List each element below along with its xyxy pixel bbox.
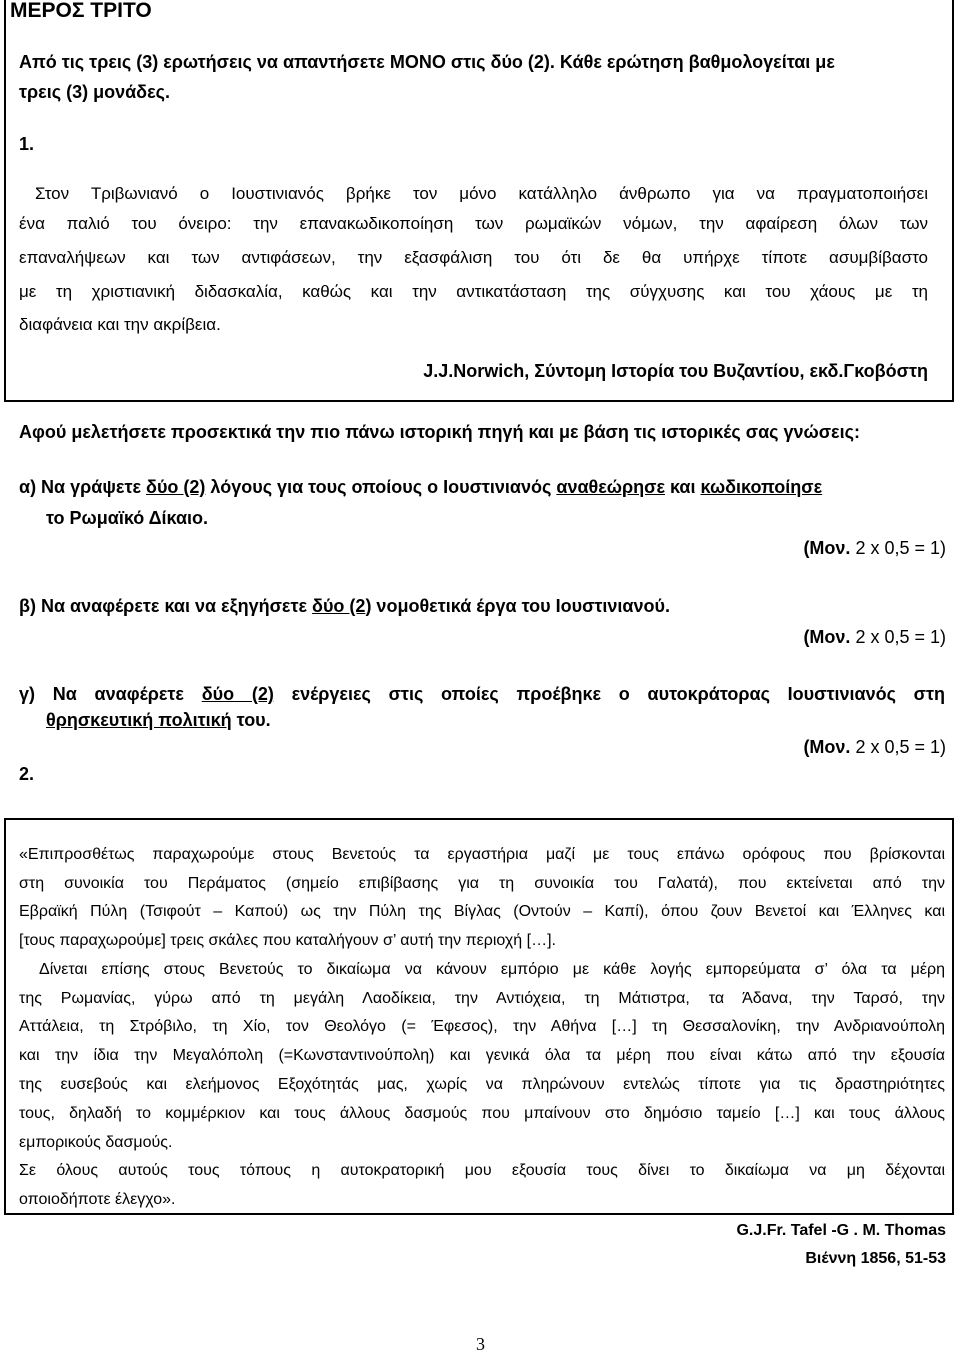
marks-value: 2 x 0,5 = 1) <box>850 737 946 757</box>
text: γ) Να αναφέρετε <box>19 684 202 704</box>
subquestion-a-line-2: το Ρωμαϊκό Δίκαιο. <box>46 508 209 528</box>
question-2-number: 2. <box>19 764 35 784</box>
subquestion-b-marks <box>803 627 946 648</box>
source-citation-authors: G.J.Fr. Tafel -G . M. Thomas <box>736 1222 946 1239</box>
source-line: και την ίδια την Μεγαλόπολη (=Κωνσταντινούπολη) και γενικά όλα τα μέρη που είναι κάτω από την εξουσία <box>19 1047 945 1064</box>
source-line: [τους παραχωρούμε] τρεις σκάλες που καταλήγουν σ’ αυτή την περιοχή […]. <box>19 932 556 949</box>
subquestion-a-marks <box>803 538 946 559</box>
source-line: διαφάνεια και την ακρίβεια. <box>19 315 221 334</box>
marks-label: (Μον. <box>803 538 851 558</box>
source-line: «Επιπροσθέτως παραχωρούμε στους Βενετούς τα εργαστήρια μαζί με τους επάνω ορόφους που βρίσκονται <box>19 846 945 863</box>
marks-value: 2 x 0,5 = 1) <box>850 627 946 647</box>
underlined-text: δύο (2) <box>201 684 274 704</box>
source-line: Στον Τριβωνιανό ο Ιουστινιανός βρήκε τον μόνο κατάλληλο άνθρωπο για να πραγματοποιήσει <box>35 184 928 203</box>
underlined-text: αναθεώρησε <box>556 477 665 497</box>
subquestion-b <box>19 596 670 617</box>
source-line: εμπορικούς δασμούς. <box>19 1134 173 1151</box>
marks-value: 2 x 0,5 = 1) <box>850 538 946 558</box>
source-line: Δίνεται επίσης στους Βενετούς το δικαίωμα να κάνουν εμπόριο με κάθε λογής εμπορεύματα σ’ όλα τα μέρη <box>39 961 945 978</box>
source-line: στη συνοικία του Περάματος (σημείο επιβίβασης για τη συνοικία του Γαλατά), που εκτείνεται από την <box>19 875 945 892</box>
section-title: ΜΕΡΟΣ ΤΡΙΤΟ <box>10 0 152 22</box>
source-line: Σε όλους αυτούς τους τόπους η αυτοκρατορική μου εξουσία τους δίνει το δικαίωμα να μη δέχονται <box>19 1162 945 1179</box>
instructions-line-2: τρεις (3) μονάδες. <box>19 82 170 102</box>
subquestion-a <box>19 477 822 498</box>
subquestion-c-marks <box>803 737 946 758</box>
page-number: 3 <box>476 1334 485 1354</box>
text: α) Να γράψετε <box>19 477 147 497</box>
text: και <box>664 477 701 497</box>
marks-label: (Μον. <box>803 627 851 647</box>
text: ενέργειες στις οποίες προέβηκε ο αυτοκράτορας Ιουστινιανός στη <box>273 684 946 704</box>
underlined-text: δύο (2) <box>146 477 206 497</box>
source-citation: J.J.Norwich, Σύντομη Ιστορία του Βυζαντίου, εκδ.Γκοβόστη <box>423 361 928 381</box>
question-1-number: 1. <box>19 134 35 154</box>
source-line: Εβραϊκή Πύλη (Τσιφούτ – Καπού) ως την Πύλη της Βίγλας (Οντούν – Καπί), όπου ζουν Βενετοί και Έλληνες και <box>19 903 945 920</box>
instructions-line-1: Από τις τρεις (3) ερωτήσεις να απαντήσετε ΜΟΝΟ στις δύο (2). Κάθε ερώτηση βαθμολογείται με <box>19 52 835 72</box>
underlined-text: θρησκευτική πολιτική <box>46 710 232 730</box>
marks-label: (Μον. <box>803 737 851 757</box>
subquestion-c-line-2 <box>46 710 271 731</box>
source-line: επαναλήψεων και των αντιφάσεων, την εξασφάλιση του ότι δε θα υπήρχε τίποτε ασυμβίβαστο <box>19 248 928 267</box>
text: λόγους για τους οποίους ο Ιουστινιανός <box>205 477 557 497</box>
subquestion-c <box>19 684 945 705</box>
source-line: της ευσεβούς και ελεήμονος Εξοχότητάς μας, χωρίς να πληρώνουν εντελώς τίποτε για τις δραστηριότητες <box>19 1076 945 1093</box>
text: β) Να αναφέρετε και να εξηγήσετε <box>19 596 313 616</box>
source-line: Αττάλεια, τη Στρόβιλο, τη Χίο, τον Θεολόγο (= Έφεσος), την Αθήνα […] τη Θεσσαλονίκη, την Ανδριανούπολη <box>19 1018 945 1035</box>
source-line: τους, δηλαδή το κομμέρκιον και τους άλλους δασμούς που μπαίνουν στο δημόσιο ταμείο […] και τους άλλους <box>19 1105 945 1122</box>
source-line: ένα παλιό του όνειρο: την επανακωδικοποίηση των ρωμαϊκών νόμων, την αφαίρεση όλων των <box>19 214 928 233</box>
underlined-text: δύο (2 <box>312 596 366 616</box>
question-prompt: Αφού μελετήσετε προσεκτικά την πιο πάνω ιστορική πηγή και με βάση τις ιστορικές σας γνώσεις: <box>19 422 860 442</box>
source-line: οποιοδήποτε έλεγχο». <box>19 1191 176 1208</box>
underlined-text: κωδικοποίησε <box>700 477 823 497</box>
text: ) νομοθετικά έργα του Ιουστινιανού. <box>365 596 670 616</box>
text: του. <box>231 710 271 730</box>
source-line: με τη χριστιανική διδασκαλία, καθώς και την αντικατάσταση της σύγχυσης και του χάους με τη <box>19 282 928 301</box>
source-citation-place: Βιέννη 1856, 51-53 <box>805 1250 946 1267</box>
source-line: της Ρωμανίας, γύρω από τη μεγάλη Λαοδίκεια, την Αντιόχεια, τη Μάτιστρα, τα Άδανα, την Ταρσό, την <box>19 990 945 1007</box>
